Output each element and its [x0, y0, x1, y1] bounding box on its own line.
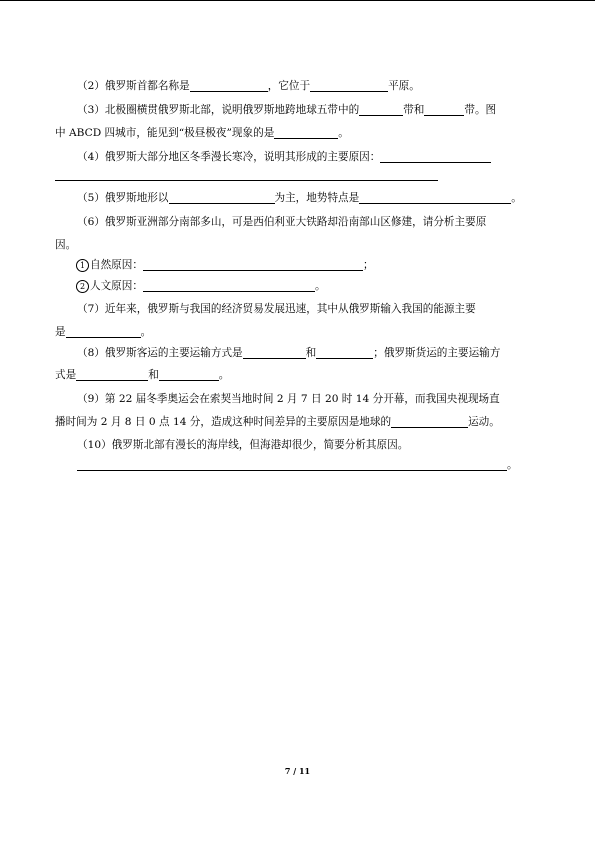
q6-sub-human — [55, 274, 545, 298]
q3-blank-zone-2[interactable] — [424, 102, 464, 116]
q2-mid: ，它位于 — [267, 80, 311, 92]
q6-line2: 因。 — [55, 239, 77, 251]
q3-line2-suffix: 。 — [338, 127, 349, 139]
q4-prefix: （4）俄罗斯大部分地区冬季漫长寒冷，说明其形成的主要原因： — [77, 151, 381, 163]
q8-line2-prefix: 式是 — [55, 369, 77, 381]
q9-line-2 — [55, 410, 545, 434]
q3-line1-prefix: （3）北极圈横贯俄罗斯北部，说明俄罗斯地跨地球五带中的 — [77, 104, 360, 116]
q6-blank-human[interactable] — [143, 278, 315, 292]
q10-line2-suffix: 。 — [507, 459, 518, 471]
q9-line-1 — [55, 387, 545, 411]
top-rule — [0, 0, 595, 1]
q3-line-2 — [55, 121, 545, 145]
q6-line-1 — [55, 210, 545, 234]
q8-blank-passenger-1[interactable] — [243, 345, 306, 359]
circled-number-2: 2 — [76, 280, 89, 293]
question-5 — [55, 186, 545, 210]
q2-blank-plain[interactable] — [310, 78, 388, 92]
q2-prefix: （2）俄罗斯首都名称是 — [77, 80, 190, 92]
q2-suffix: 平原。 — [388, 80, 420, 92]
q4-line-2 — [55, 163, 545, 187]
q4-blank-reason-1[interactable] — [380, 149, 491, 163]
q8-line2-suffix: 。 — [218, 369, 230, 381]
q9-line1: （9）第 22 届冬季奥运会在索契当地时间 2 月 7 日 20 时 14 分开幕，而我国央视现场直 — [77, 393, 500, 405]
q3-blank-zone-1[interactable] — [359, 102, 403, 116]
q7-line-1 — [55, 297, 545, 321]
q9-line2-prefix: 播时间为 2 月 8 日 0 点 14 分，造成这种时间差异的主要原因是地球的 — [55, 416, 392, 428]
q3-line2-prefix: 中 ABCD 四城市，能见到“极昼极夜”现象的是 — [55, 127, 275, 139]
q10-line1: （10）俄罗斯北部有漫长的海岸线，但海港却很少，简要分析其原因。 — [77, 439, 409, 451]
circled-number-1: 1 — [76, 259, 89, 272]
q6-sub1-label: 自然原因： — [90, 259, 143, 271]
q10-blank-answer[interactable] — [77, 457, 507, 471]
q7-line2-prefix: 是 — [55, 326, 66, 338]
q7-line2-suffix: 。 — [140, 326, 152, 338]
q5-blank-terrain[interactable] — [169, 190, 275, 204]
q6-sub2-label: 人文原因： — [90, 280, 143, 292]
q8-line-1 — [55, 341, 545, 365]
q5-mid: 为主，地势特点是 — [274, 192, 360, 204]
q8-blank-passenger-2[interactable] — [316, 345, 373, 359]
q4-blank-reason-2[interactable] — [55, 167, 438, 181]
q6-line1: （6）俄罗斯亚洲部分南部多山，可是西伯利亚大铁路却沿南部山区修建，请分析主要原 — [77, 216, 487, 228]
q3-line1-mid: 带和 — [403, 104, 425, 116]
q8-blank-freight-1[interactable] — [76, 367, 148, 381]
q8-line1-prefix: （8）俄罗斯客运的主要运输方式是 — [77, 347, 243, 359]
q3-blank-city[interactable] — [274, 125, 338, 139]
q5-blank-feature[interactable] — [359, 190, 511, 204]
q10-line-2 — [55, 453, 545, 477]
q8-line2-mid: 和 — [148, 369, 159, 381]
page-number: 7 / 11 — [284, 766, 311, 776]
q5-prefix: （5）俄罗斯地形以 — [77, 192, 169, 204]
q9-blank-motion[interactable] — [391, 414, 468, 428]
q3-line-1 — [55, 98, 545, 122]
q6-sub2-suffix: 。 — [314, 280, 326, 292]
q7-line1: （7）近年来，俄罗斯与我国的经济贸易发展迅速，其中从俄罗斯输入我国的能源主要 — [77, 303, 476, 315]
q9-line2-suffix: 运动。 — [468, 416, 500, 428]
question-2 — [55, 74, 545, 98]
q2-blank-capital[interactable] — [190, 78, 268, 92]
q5-suffix: 。 — [511, 192, 522, 204]
q8-line-2 — [55, 363, 545, 387]
q8-line1-mid: 和 — [305, 347, 317, 359]
q7-blank-energy[interactable] — [66, 324, 141, 338]
q6-sub1-suffix: ； — [362, 259, 374, 271]
q8-line1-suffix: ；俄罗斯货运的主要运输方 — [373, 347, 501, 359]
q3-line1-suffix: 带。图 — [464, 104, 497, 116]
q8-blank-freight-2[interactable] — [159, 367, 219, 381]
q6-blank-natural[interactable] — [143, 257, 363, 271]
